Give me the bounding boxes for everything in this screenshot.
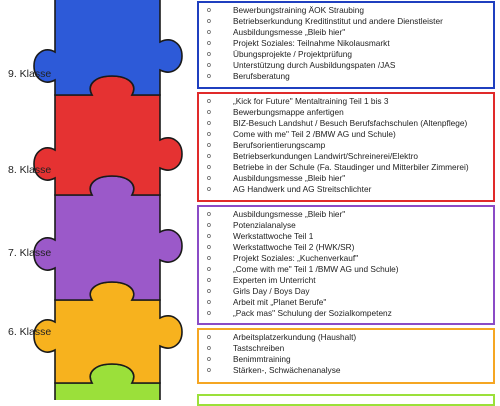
list-item-label: Projekt Soziales: „Kuchenverkauf" <box>233 253 359 263</box>
bullet-icon: o <box>207 98 211 105</box>
bullet-icon: o <box>207 73 211 80</box>
list-item-label: Tastschreiben <box>233 343 285 353</box>
activity-panel-5 <box>197 394 495 406</box>
list-item <box>207 184 493 195</box>
bullet-icon: o <box>207 51 211 58</box>
activity-list <box>199 207 493 319</box>
bullet-icon: o <box>207 186 211 193</box>
bullet-icon: o <box>207 299 211 306</box>
bullet-icon: o <box>207 310 211 317</box>
list-item-label: Benimmtraining <box>233 354 291 364</box>
list-item-label: BIZ-Besuch Landshut / Besuch Berufsfachschulen (Altenpflege) <box>233 118 468 128</box>
list-item-label: Arbeit mit „Planet Berufe" <box>233 297 327 307</box>
activity-panel-7 <box>197 205 495 325</box>
bullet-icon: o <box>207 29 211 36</box>
bullet-icon: o <box>207 142 211 149</box>
bullet-icon: o <box>207 345 211 352</box>
activity-list <box>199 3 493 82</box>
list-item-label: Betriebserkundungen Landwirt/Schreinerei/Elektro <box>233 151 418 161</box>
bullet-icon: o <box>207 222 211 229</box>
grade-label-6: 6. Klasse <box>8 326 52 338</box>
list-item <box>207 286 493 297</box>
list-item <box>207 297 493 308</box>
list-item <box>207 253 493 264</box>
grade-label-9: 9. Klasse <box>8 68 52 80</box>
bullet-icon: o <box>207 62 211 69</box>
bullet-icon: o <box>207 109 211 116</box>
list-item <box>207 5 493 16</box>
list-item-label: Übungsprojekte / Projektprüfung <box>233 49 352 59</box>
list-item <box>207 107 493 118</box>
bullet-icon: o <box>207 367 211 374</box>
bullet-icon: o <box>207 211 211 218</box>
list-item-label: AG Handwerk und AG Streitschlichter <box>233 184 372 194</box>
bullet-icon: o <box>207 131 211 138</box>
bullet-icon: o <box>207 164 211 171</box>
list-item-label: Arbeitsplatzerkundung (Haushalt) <box>233 332 357 342</box>
bullet-icon: o <box>207 288 211 295</box>
grade-label-7: 7. Klasse <box>8 247 52 259</box>
list-item <box>207 365 493 376</box>
bullet-icon: o <box>207 277 211 284</box>
bullet-icon: o <box>207 334 211 341</box>
list-item-label: Ausbildungsmesse „Bleib hier" <box>233 209 346 219</box>
list-item-label: Come with me" Teil 2 /BMW AG und Schule) <box>233 129 396 139</box>
list-item <box>207 220 493 231</box>
list-item-label: Stärken-, Schwächenanalyse <box>233 365 341 375</box>
puzzle-piece-column <box>0 0 210 400</box>
list-item-label: Ausbildungsmesse „Bleib hier" <box>233 173 346 183</box>
list-item-label: Projekt Soziales: Teilnahme Nikolausmarkt <box>233 38 390 48</box>
list-item-label: Girls Day / Boys Day <box>233 286 310 296</box>
list-item-label: Berufsberatung <box>233 71 290 81</box>
bullet-icon: o <box>207 175 211 182</box>
list-item <box>207 264 493 275</box>
list-item <box>207 332 493 343</box>
bullet-icon: o <box>207 153 211 160</box>
list-item <box>207 118 493 129</box>
bullet-icon: o <box>207 120 211 127</box>
bullet-icon: o <box>207 266 211 273</box>
list-item <box>207 27 493 38</box>
list-item-label: Werkstattwoche Teil 2 (HWK/SR) <box>233 242 355 252</box>
activity-list <box>199 330 493 376</box>
bullet-icon: o <box>207 7 211 14</box>
bullet-icon: o <box>207 356 211 363</box>
activity-list <box>199 94 493 195</box>
list-item <box>207 60 493 71</box>
list-item-label: „Come with me" Teil 1 /BMW AG und Schule) <box>233 264 399 274</box>
bullet-icon: o <box>207 255 211 262</box>
list-item-label: Ausbildungsmesse „Bleib hier" <box>233 27 346 37</box>
bullet-icon: o <box>207 244 211 251</box>
list-item <box>207 129 493 140</box>
activity-panel-6 <box>197 328 495 384</box>
list-item-label: Betriebserkundung Kreditinstitut und andere Dienstleister <box>233 16 443 26</box>
list-item <box>207 162 493 173</box>
list-item-label: „Kick for Future" Mentaltraining Teil 1 bis 3 <box>233 96 389 106</box>
bullet-icon: o <box>207 233 211 240</box>
activity-panel-8 <box>197 92 495 202</box>
list-item-label: Unterstützung durch Ausbildungspaten /JAS <box>233 60 396 70</box>
list-item <box>207 275 493 286</box>
list-item-label: Bewerbungstraining ÄOK Straubing <box>233 5 364 15</box>
list-item <box>207 16 493 27</box>
list-item <box>207 242 493 253</box>
list-item <box>207 173 493 184</box>
list-item <box>207 308 493 319</box>
list-item-label: Potenzialanalyse <box>233 220 296 230</box>
list-item <box>207 354 493 365</box>
list-item <box>207 96 493 107</box>
list-item <box>207 38 493 49</box>
list-item-label: Bewerbungsmappe anfertigen <box>233 107 344 117</box>
list-item <box>207 49 493 60</box>
bullet-icon: o <box>207 18 211 25</box>
grade-label-8: 8. Klasse <box>8 164 52 176</box>
list-item-label: „Pack mas" Schulung der Sozialkompetenz <box>233 308 392 318</box>
list-item <box>207 140 493 151</box>
activity-panel-9 <box>197 1 495 89</box>
list-item <box>207 343 493 354</box>
list-item <box>207 209 493 220</box>
list-item-label: Werkstattwoche Teil 1 <box>233 231 314 241</box>
bullet-icon: o <box>207 40 211 47</box>
list-item-label: Experten im Unterricht <box>233 275 316 285</box>
list-item <box>207 151 493 162</box>
list-item <box>207 71 493 82</box>
list-item-label: Berufsorientierungscamp <box>233 140 326 150</box>
list-item-label: Betriebe in der Schule (Fa. Staudinger und Mitterbiler Zimmerei) <box>233 162 469 172</box>
list-item <box>207 231 493 242</box>
